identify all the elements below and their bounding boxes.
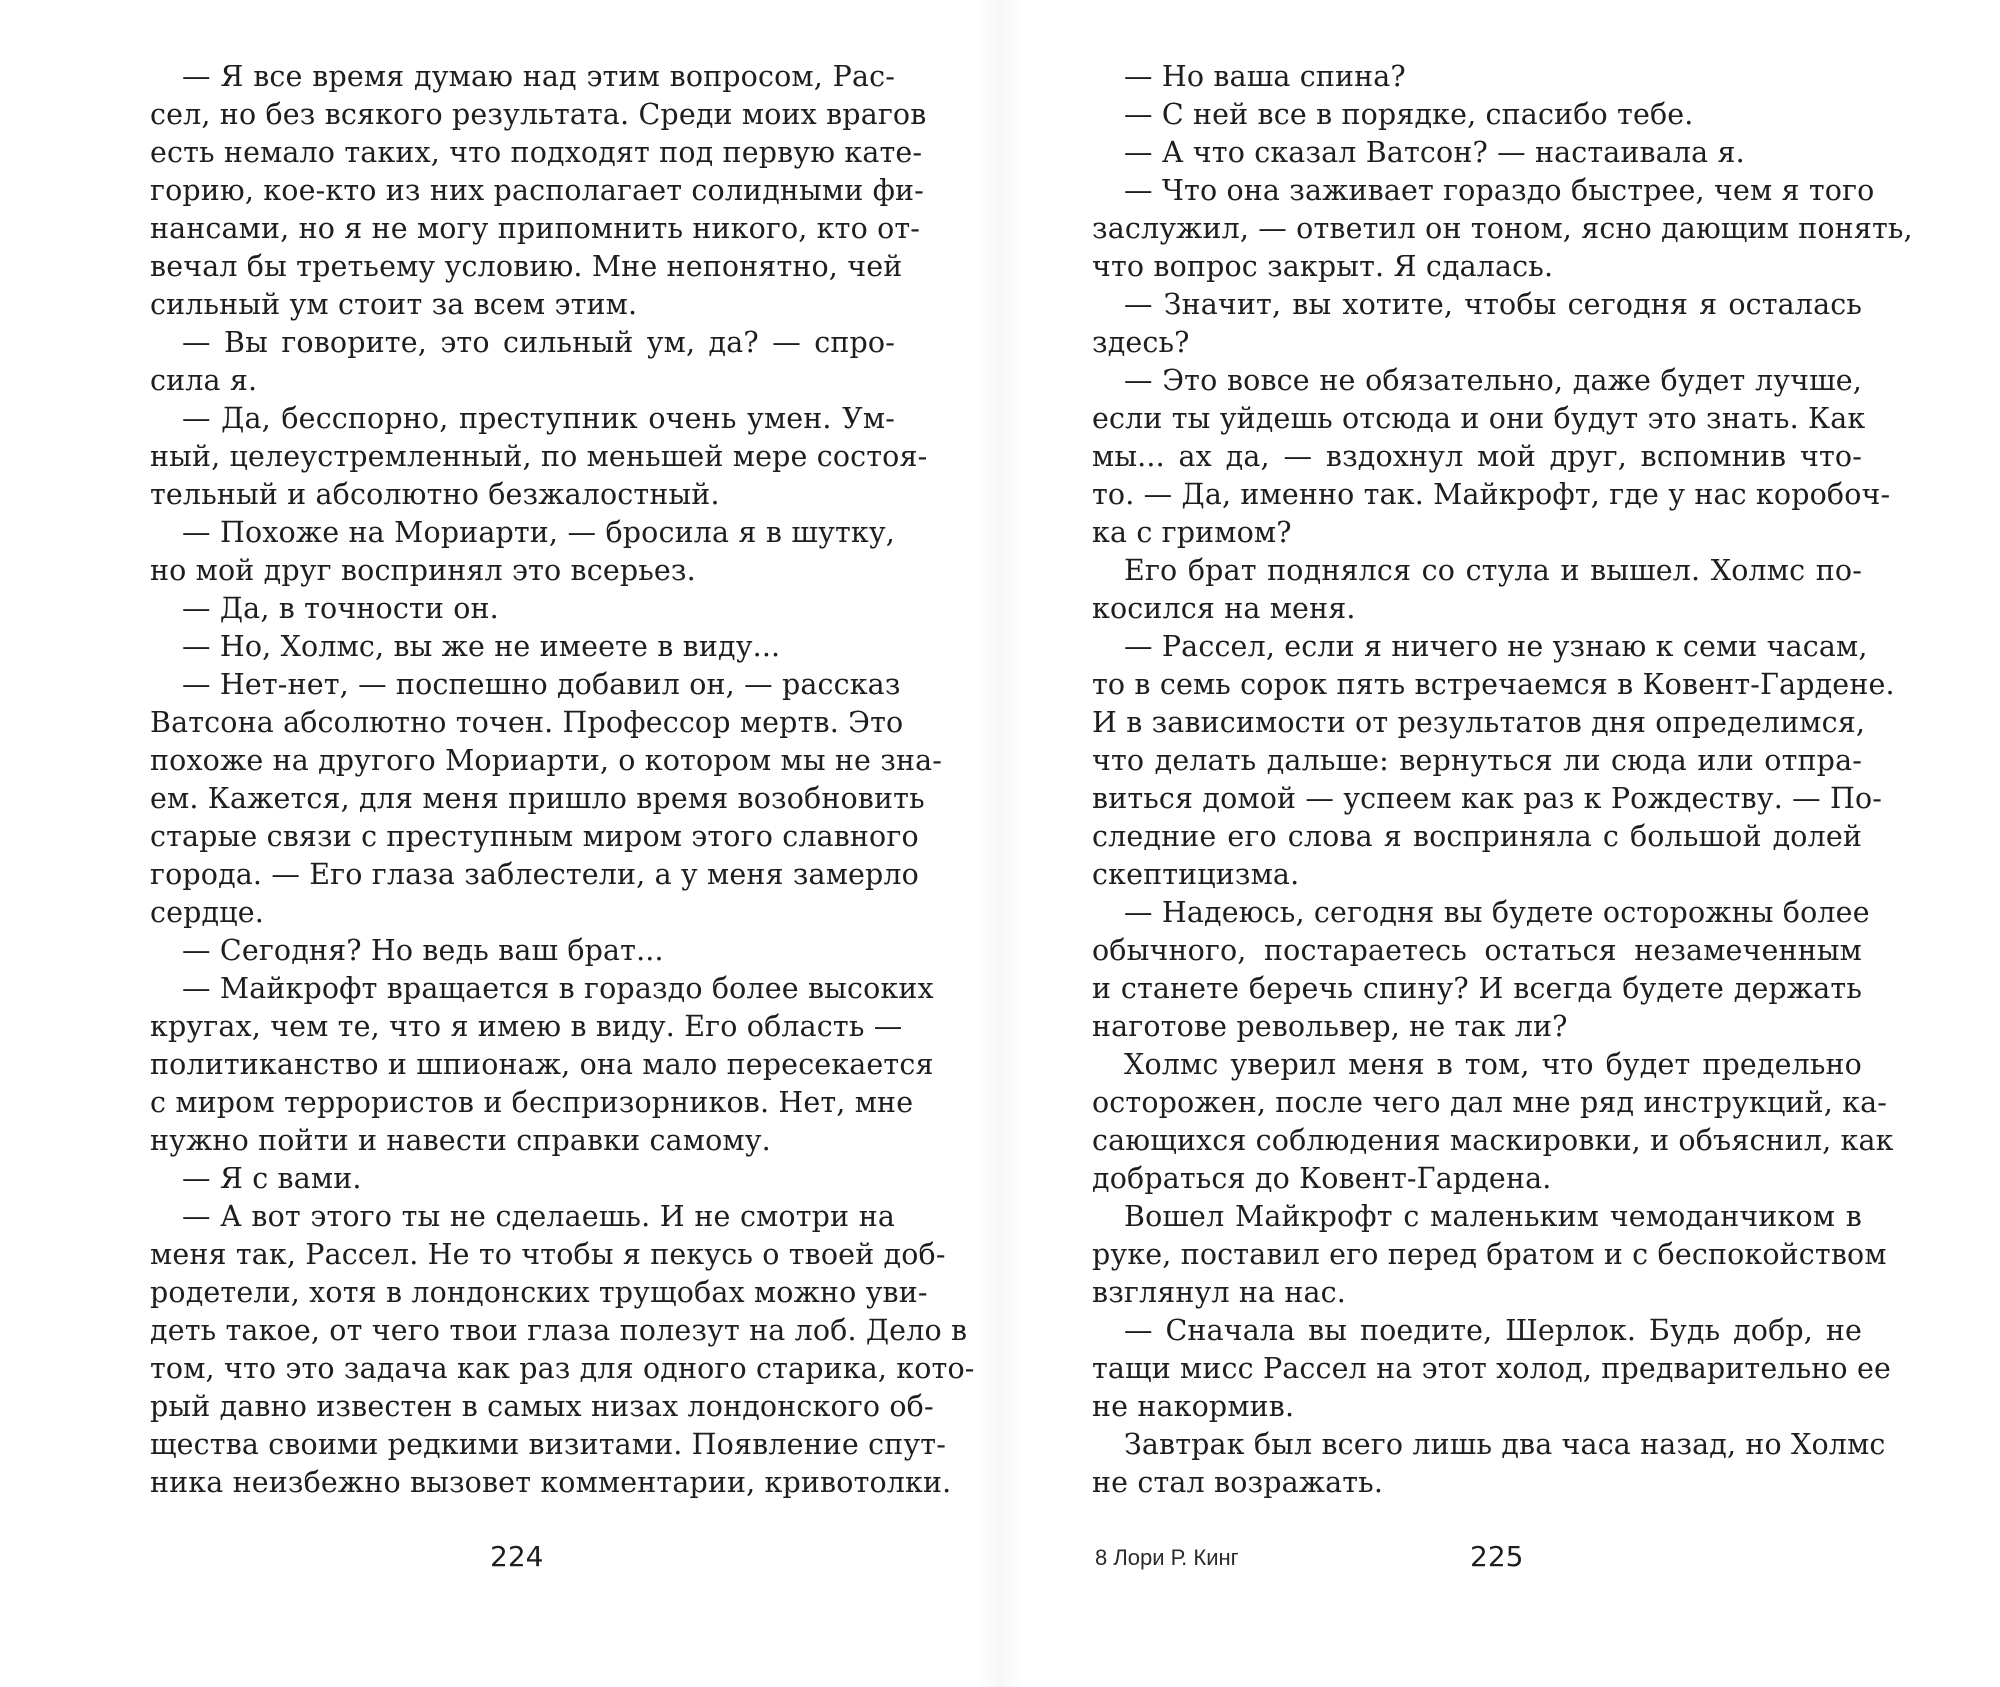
text-line: Его брат поднялся со стула и вышел. Холмс по- bbox=[1124, 554, 1862, 587]
text-line: — Сегодня? Но ведь ваш брат... bbox=[182, 934, 664, 967]
text-line: обычного, постараетесь остаться незамеченным bbox=[1092, 934, 1862, 967]
text-line: — Но ваша спина? bbox=[1124, 60, 1406, 93]
text-line: горию, кое-кто из них располагает солидными фи- bbox=[150, 174, 924, 207]
printer-signature-mark: 8 Лори Р. Кинг bbox=[1095, 1545, 1239, 1570]
text-line: если ты уйдешь отсюда и они будут это знать. Как bbox=[1092, 402, 1866, 435]
left-page-number: 224 bbox=[490, 1540, 544, 1573]
text-line: наготове револьвер, не так ли? bbox=[1092, 1010, 1568, 1043]
text-line: — Похоже на Мориарти, — бросила я в шутку, bbox=[182, 516, 895, 549]
text-line: старые связи с преступным миром этого славного bbox=[150, 820, 919, 853]
text-line: нужно пойти и навести справки самому. bbox=[150, 1124, 771, 1157]
text-line: — Надеюсь, сегодня вы будете осторожны более bbox=[1124, 896, 1870, 929]
text-line: но мой друг воспринял это всерьез. bbox=[150, 554, 696, 587]
text-line: деть такое, от чего твои глаза полезут на лоб. Дело в bbox=[150, 1314, 968, 1347]
text-line: что делать дальше: вернуться ли сюда или отпра- bbox=[1092, 744, 1862, 777]
book-gutter bbox=[978, 0, 1022, 1687]
text-line: — Это вовсе не обязательно, даже будет лучше, bbox=[1124, 364, 1862, 397]
text-line: сердце. bbox=[150, 896, 264, 929]
text-line: — Но, Холмс, вы же не имеете в виду... bbox=[182, 630, 781, 663]
text-line: — Майкрофт вращается в гораздо более высоких bbox=[182, 972, 934, 1005]
text-line: — Я все время думаю над этим вопросом, Рас- bbox=[182, 60, 895, 93]
text-line: то. — Да, именно так. Майкрофт, где у нас коробоч- bbox=[1092, 478, 1891, 511]
text-line: щества своими редкими визитами. Появление спут- bbox=[150, 1428, 946, 1461]
text-line: рый давно известен в самых низах лондонского об- bbox=[150, 1390, 934, 1423]
text-line: здесь? bbox=[1092, 326, 1190, 359]
text-line: кругах, чем те, что я имею в виду. Его область — bbox=[150, 1010, 903, 1043]
right-page-text bbox=[1092, 58, 1913, 1502]
text-line: косился на меня. bbox=[1092, 592, 1356, 625]
text-line: есть немало таких, что подходят под первую кате- bbox=[150, 136, 923, 169]
text-line: ем. Кажется, для меня пришло время возобновить bbox=[150, 782, 925, 815]
text-line: и станете беречь спину? И всегда будете держать bbox=[1092, 972, 1862, 1005]
text-line: — Нет-нет, — поспешно добавил он, — рассказ bbox=[182, 668, 901, 701]
text-line: — А что сказал Ватсон? — настаивала я. bbox=[1124, 136, 1745, 169]
text-line: не накормив. bbox=[1092, 1390, 1295, 1423]
text-line: Завтрак был всего лишь два часа назад, но Холмс bbox=[1124, 1428, 1886, 1461]
right-page-number: 225 bbox=[1470, 1540, 1524, 1573]
text-line: скептицизма. bbox=[1092, 858, 1300, 891]
text-line: — Сначала вы поедите, Шерлок. Будь добр, не bbox=[1124, 1314, 1862, 1347]
text-line: ный, целеустремленный, по меньшей мере состоя- bbox=[150, 440, 928, 473]
text-line: — А вот этого ты не сделаешь. И не смотри на bbox=[182, 1200, 895, 1233]
text-line: следние его слова я восприняла с большой долей bbox=[1092, 820, 1862, 853]
text-line: сающихся соблюдения маскировки, и объяснил, как bbox=[1092, 1124, 1894, 1157]
text-line: И в зависимости от результатов дня определимся, bbox=[1092, 706, 1866, 739]
text-line: тащи мисс Рассел на этот холод, предварительно ее bbox=[1092, 1352, 1891, 1385]
left-page-text bbox=[150, 58, 975, 1502]
text-line: что вопрос закрыт. Я сдалась. bbox=[1092, 250, 1554, 283]
text-line: взглянул на нас. bbox=[1092, 1276, 1346, 1309]
text-line: виться домой — успеем как раз к Рождеству. — По- bbox=[1092, 782, 1883, 815]
text-line: вечал бы третьему условию. Мне непонятно, чей bbox=[150, 250, 903, 283]
text-line: сел, но без всякого результата. Среди моих врагов bbox=[150, 98, 927, 131]
text-line: — Да, в точности он. bbox=[182, 592, 499, 625]
text-line: — Что она заживает гораздо быстрее, чем я того bbox=[1124, 174, 1875, 207]
text-line: то в семь сорок пять встречаемся в Ковент-Гардене. bbox=[1092, 668, 1895, 701]
text-line: заслужил, — ответил он тоном, ясно дающим понять, bbox=[1092, 212, 1913, 245]
text-line: добраться до Ковент-Гардена. bbox=[1092, 1162, 1552, 1195]
text-line: Ватсона абсолютно точен. Профессор мертв. Это bbox=[150, 706, 904, 739]
text-line: — Да, бесспорно, преступник очень умен. Ум- bbox=[182, 402, 895, 435]
text-line: тельный и абсолютно безжалостный. bbox=[150, 478, 720, 511]
text-line: — Значит, вы хотите, чтобы сегодня я осталась bbox=[1124, 288, 1862, 321]
text-line: похоже на другого Мориарти, о котором мы не зна- bbox=[150, 744, 943, 777]
text-line: родетели, хотя в лондонских трущобах можно уви- bbox=[150, 1276, 928, 1309]
text-line: — Я с вами. bbox=[182, 1162, 362, 1195]
text-line: — Рассел, если я ничего не узнаю к семи часам, bbox=[1124, 630, 1868, 663]
text-line: руке, поставил его перед братом и с беспокойством bbox=[1092, 1238, 1887, 1271]
text-line: города. — Его глаза заблестели, а у меня замерло bbox=[150, 858, 919, 891]
text-line: не стал возражать. bbox=[1092, 1466, 1384, 1499]
text-line: сила я. bbox=[150, 364, 258, 397]
text-line: Вошел Майкрофт с маленьким чемоданчиком в bbox=[1124, 1200, 1862, 1233]
text-line: — Вы говорите, это сильный ум, да? — спро- bbox=[182, 326, 895, 359]
text-line: ника неизбежно вызовет комментарии, кривотолки. bbox=[150, 1466, 952, 1499]
text-line: ка с гримом? bbox=[1092, 516, 1292, 549]
text-line: с миром террористов и беспризорников. Нет, мне bbox=[150, 1086, 914, 1119]
text-line: Холмс уверил меня в том, что будет предельно bbox=[1124, 1048, 1862, 1081]
text-line: мы... ах да, — вздохнул мой друг, вспомнив что- bbox=[1092, 440, 1862, 473]
text-line: политиканство и шпионаж, она мало пересекается bbox=[150, 1048, 934, 1081]
text-line: том, что это задача как раз для одного старика, кото- bbox=[150, 1352, 975, 1385]
text-line: нансами, но я не могу припомнить никого, кто от- bbox=[150, 212, 921, 245]
text-line: сильный ум стоит за всем этим. bbox=[150, 288, 638, 321]
text-line: — С ней все в порядке, спасибо тебе. bbox=[1124, 98, 1694, 131]
text-line: осторожен, после чего дал мне ряд инструкций, ка- bbox=[1092, 1086, 1888, 1119]
text-line: меня так, Рассел. Не то чтобы я пекусь о твоей доб- bbox=[150, 1238, 946, 1271]
